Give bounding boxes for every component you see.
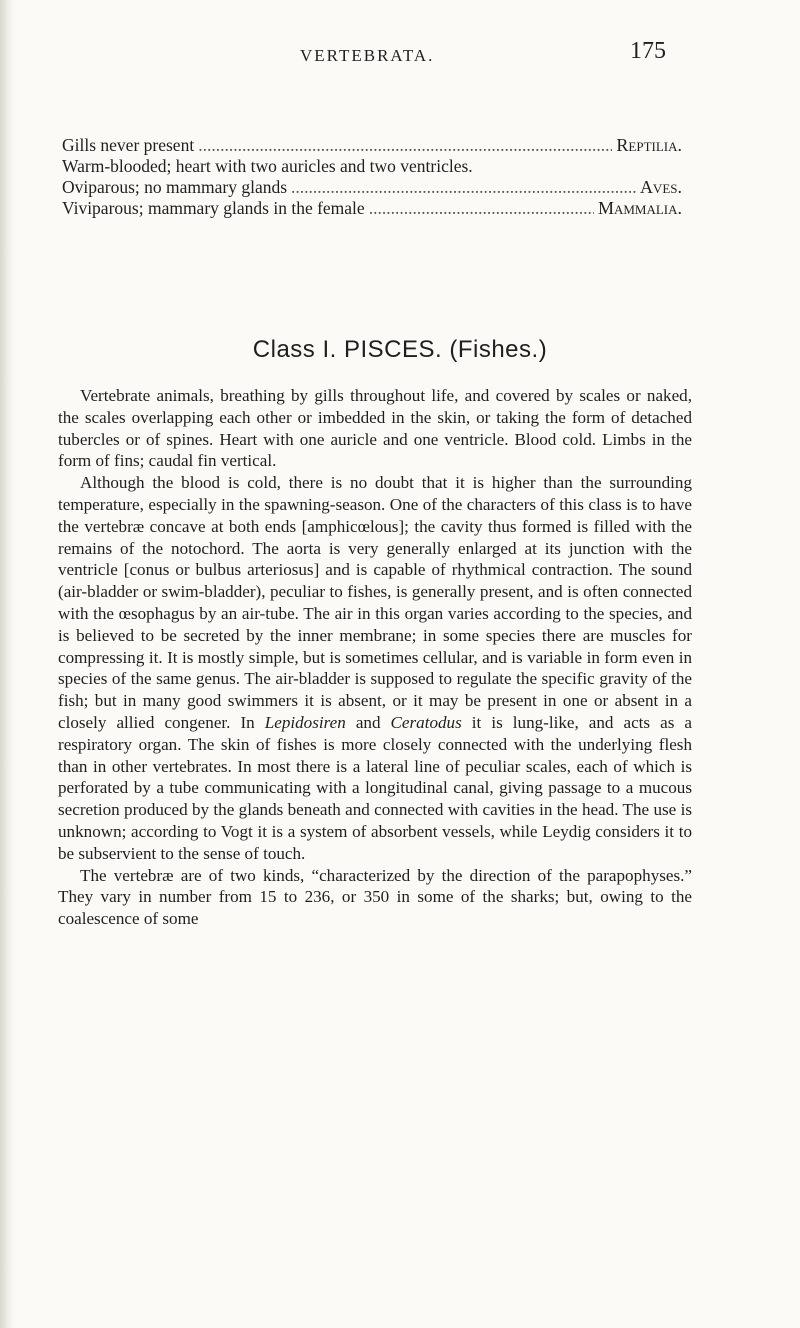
key-result: Mammalia. xyxy=(597,198,682,218)
body-text xyxy=(58,385,692,930)
paragraph-definition: Vertebrate animals, breathing by gills throughout life, and covered by scales or naked, the scales overlapping each other or imbedded in the skin, or taking the form of detached tubercles or of spines. Heart with one auricle and one ventricle. Blood cold. Limbs in the form of fins; caudal fin vertical. xyxy=(58,386,692,471)
key-result: Aves. xyxy=(639,177,682,197)
paragraph-description xyxy=(58,472,692,864)
key-description: Warm-blooded; heart with two auricles and two ventricles. xyxy=(62,156,473,176)
key-result: Reptilia. xyxy=(616,135,682,155)
key-row xyxy=(62,156,682,177)
leader-dots xyxy=(198,135,612,156)
conjunction-text: and xyxy=(345,712,391,732)
paragraph-text: Although the blood is cold, there is no doubt that it is higher than the surrounding temperature, especially in the spawning-season. One of the characters of this class is to have the vertebræ concave at both ends [amphicœlous]; the cavity thus formed is filled with the remains of the notochord. The aorta is very generally enlarged at its junction with the ventricle [conus or bulbus arteriosus] and is capable of rhythmical contraction. The sound (air-bladder or swim-bladder), peculiar to fishes, is generally present, and is often connected with the œsophagus by an air-tube. The air in this organ varies according to the species, and is believed to be secreted by the inner membrane; in some species there are muscles for compressing it. It is mostly simple, but is sometimes cellular, and is variable in form even in species of the same genus. The air-bladder is supposed to regulate the specific gravity of the fish; but in many good swimmers it is absent, or it may be present in one or absent in a closely allied congener. In xyxy=(58,473,692,732)
page-number: 175 xyxy=(630,38,666,64)
key-description: Gills never present xyxy=(62,135,195,155)
key-description: Viviparous; mammary glands in the female xyxy=(62,198,365,218)
key-row xyxy=(62,177,682,198)
key-row xyxy=(62,198,682,219)
paragraph-text: it is lung-like, and acts as a respiratory organ. The skin of fishes is more closely connected with the underlying flesh than in other vertebrates. In most there is a lateral line of peculiar scales, each of which is perforated by a tube communicating with a longitudinal canal, giving passage to a mucous secretion produced by the glands beneath and connected with cavities in the head. The use is unknown; according to Vogt it is a system of absorbent vessels, while Leydig considers it to be subservient to the sense of touch. xyxy=(58,712,692,863)
key-description: Oviparous; no mammary glands xyxy=(62,177,288,197)
genus-name: Ceratodus xyxy=(390,712,462,732)
leader-dots xyxy=(291,177,636,198)
class-heading: Class I. PISCES. (Fishes.) xyxy=(252,336,548,363)
paragraph-vertebrae: The vertebræ are of two kinds, “characterized by the direction of the parapophyses.” They vary in number from 15 to 236, or 350 in some of the sharks; but, owing to the coalescence of some xyxy=(58,865,692,929)
page-gutter-shadow xyxy=(0,0,14,1328)
leader-dots xyxy=(369,198,594,219)
running-title: VERTEBRATA. xyxy=(300,46,435,65)
genus-name: Lepidosiren xyxy=(264,712,346,732)
key-row xyxy=(62,135,682,156)
classification-key xyxy=(62,135,682,219)
